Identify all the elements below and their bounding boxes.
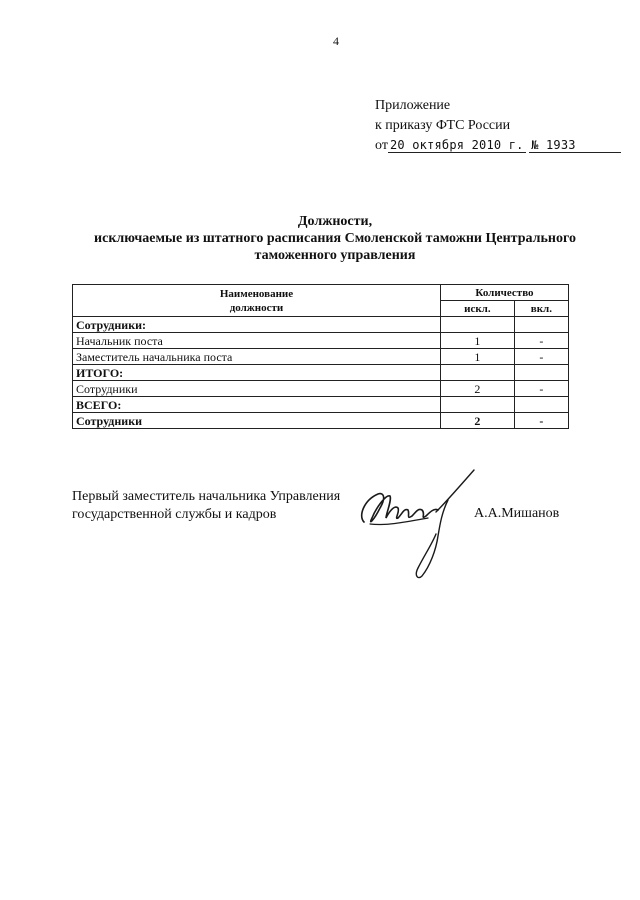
signatory-position	[72, 488, 340, 524]
header-excluded: искл.	[440, 301, 514, 317]
row-excluded-count	[440, 365, 514, 381]
row-included-count: -	[514, 381, 568, 397]
header-name-line-1: Наименование	[219, 287, 294, 300]
row-excluded-count: 2	[440, 381, 514, 397]
order-number: 1933	[545, 138, 576, 152]
appendix-order-ref: к приказу ФТС России	[375, 118, 511, 133]
table-row	[73, 317, 569, 333]
positions-table	[72, 284, 569, 429]
header-quantity: Количество	[440, 285, 568, 301]
header-position-name	[73, 285, 441, 317]
table-row	[73, 349, 569, 365]
table-row	[73, 381, 569, 397]
handwritten-signature	[356, 464, 481, 584]
title-line-1: Должности,	[297, 214, 373, 229]
table-row	[73, 365, 569, 381]
row-included-count	[514, 365, 568, 381]
order-date: 20 октября 2010 г.	[389, 138, 524, 152]
document-title	[40, 213, 630, 264]
table-row	[73, 397, 569, 413]
row-position-name: ИТОГО:	[73, 365, 441, 381]
header-included: вкл.	[514, 301, 568, 317]
row-excluded-count: 1	[440, 333, 514, 349]
row-included-count	[514, 397, 568, 413]
title-line-3: таможенного управления	[254, 248, 416, 263]
row-excluded-count: 2	[440, 413, 514, 429]
signatory-position-line-2: государственной службы и кадров	[72, 507, 277, 522]
table-row	[73, 413, 569, 429]
row-included-count: -	[514, 349, 568, 365]
order-number-field	[529, 138, 621, 153]
appendix-date-line	[375, 136, 621, 156]
row-excluded-count	[440, 397, 514, 413]
title-line-2: исключаемые из штатного расписания Смоленской таможни Центрального	[94, 231, 576, 246]
table-header-row-1	[73, 285, 569, 301]
row-excluded-count	[440, 317, 514, 333]
row-excluded-count: 1	[440, 349, 514, 365]
number-sign: №	[531, 138, 539, 152]
row-position-name: Сотрудники	[73, 413, 441, 429]
row-included-count: -	[514, 333, 568, 349]
page-number: 4	[333, 34, 339, 48]
appendix-header	[375, 96, 621, 156]
signatory-position-line-1: Первый заместитель начальника Управления	[72, 489, 341, 504]
appendix-title: Приложение	[375, 98, 451, 113]
signatory-name: А.А.Мишанов	[474, 506, 560, 521]
row-position-name: Заместитель начальника поста	[73, 349, 441, 365]
row-included-count	[514, 317, 568, 333]
row-position-name: Сотрудники	[73, 381, 441, 397]
table-row	[73, 333, 569, 349]
date-prefix: от	[375, 138, 388, 153]
row-position-name: Сотрудники:	[73, 317, 441, 333]
row-included-count: -	[514, 413, 568, 429]
row-position-name: Начальник поста	[73, 333, 441, 349]
header-name-line-2: должности	[229, 301, 284, 314]
table-body	[73, 317, 569, 429]
row-position-name: ВСЕГО:	[73, 397, 441, 413]
